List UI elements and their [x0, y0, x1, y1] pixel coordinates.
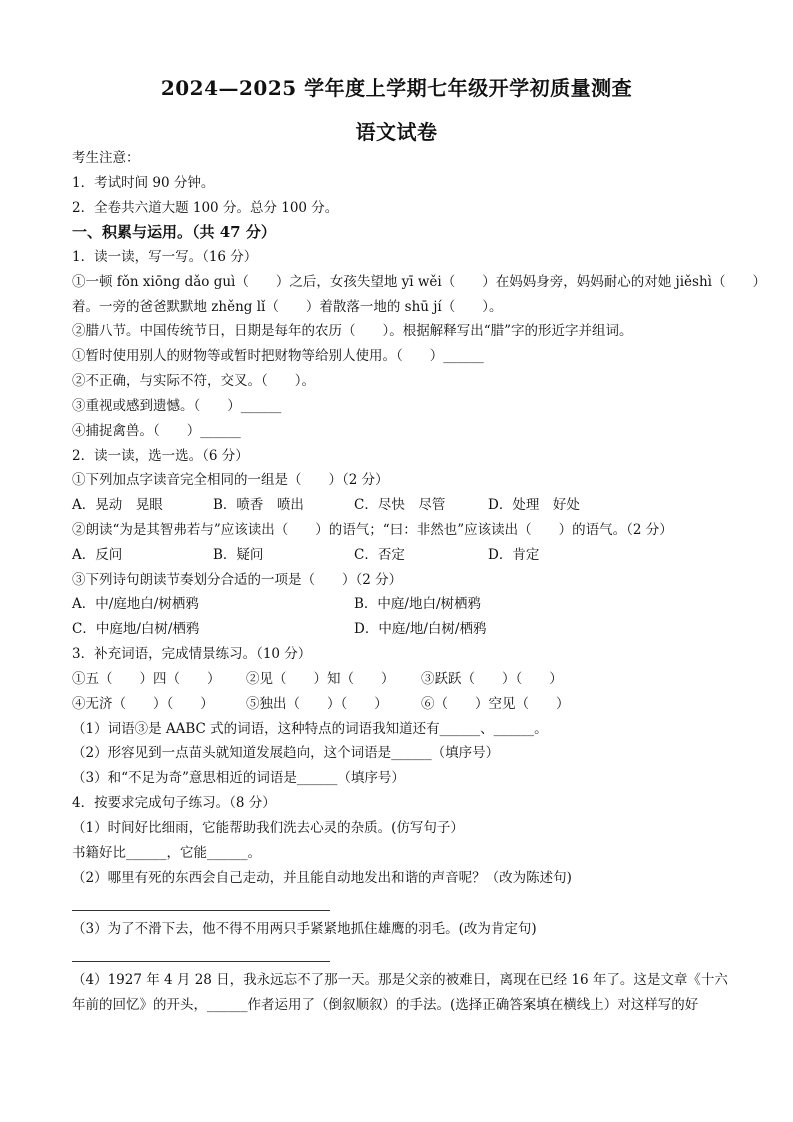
question-text: 书籍好比______，它能______。: [72, 845, 261, 861]
question-text: ②朗读“为是其智弗若与”应该读出（ ）的语气；“曰：非然也”应该读出（ ）的语气。（2 分）: [72, 522, 673, 538]
question-text: ③重视或感到遗憾。（ ）______: [72, 398, 282, 414]
option-c: C．尽快 尽管: [354, 497, 446, 513]
question-text: ①暂时使用别人的财物等或暂时把财物等给别人使用。（ ）______: [72, 348, 484, 364]
question-text: （3）和“不足为奇”意思相近的词语是______（填序号）: [72, 770, 405, 786]
notice-heading: 考生注意：: [72, 150, 140, 166]
option-b: B．喷香 喷出: [213, 497, 304, 513]
word-blank: ⑤独出（ ）（ ）: [246, 696, 388, 712]
question-text: （2）哪里有死的东西会自己走动，并且能自动地发出和谐的声音呢？（改为陈述句): [72, 870, 572, 886]
option-b: B．疑问: [213, 547, 264, 563]
option-c: C．否定: [354, 547, 405, 563]
answer-line: [72, 910, 330, 911]
question-text: （1）时间好比细雨，它能帮助我们洗去心灵的杂质。(仿写句子）: [72, 820, 464, 836]
question-stem: 3．补充词语，完成情景练习。（10 分）: [72, 646, 312, 662]
option-d: D．肯定: [488, 547, 540, 563]
question-text: ②不正确，与实际不符，交叉。（ ）。: [72, 373, 315, 389]
word-blank: ⑥（ ）空见（ ）: [421, 696, 570, 712]
word-blank: ③跃跃（ ）（ ）: [421, 671, 563, 687]
question-text: ②腊八节。中国传统节日，日期是每年的农历（ ）。根据解释写出“腊”字的形近字并组词。: [72, 323, 633, 339]
question-text: （2）形容见到一点苗头就知道发展趋向，这个词语是______（填序号）: [72, 745, 500, 761]
exam-subtitle: 语文试卷: [355, 120, 438, 144]
notice-item: 1．考试时间 90 分钟。: [72, 175, 215, 191]
question-text: ④捕捉禽兽。（ ）______: [72, 423, 241, 439]
question-text: 年前的回忆》的开头，______作者运用了（倒叙顺叙）的手法。(选择正确答案填在横线上）对这样写的好: [72, 997, 699, 1013]
option-d: D．中庭/地/白树/栖鸦: [354, 621, 487, 637]
question-text: ①下列加点字读音完全相同的一组是（ ）（2 分）: [72, 472, 389, 488]
question-text: （4）1927 年 4 月 28 日，我永远忘不了那一天。那是父亲的被难日，离现在已经 16 年了。这是文章《十六: [72, 972, 728, 988]
question-text: 着。一旁的爸爸默默地 zhěng lǐ（ ）着散落一地的 shū jí（ ）。: [72, 299, 503, 315]
word-blank: ④无济（ ）（ ）: [72, 696, 214, 712]
word-blank: ②见（ ）知（ ）: [246, 671, 395, 687]
question-text: （3）为了不滑下去，他不得不用两只手紧紧地抓住雄鹰的羽毛。(改为肯定句): [72, 921, 537, 937]
question-text: （1）词语③是 AABC 式的词语，这种特点的词语我知道还有______、______。: [72, 721, 548, 737]
question-text: ①一顿 fǒn xiōng dǎo guì（ ）之后，女孩失望地 yī wěi（ ）在妈妈身旁，妈妈耐心的对她 jiěshì（ ）: [72, 274, 766, 290]
question-stem: 2．读一读，选一选。（6 分）: [72, 448, 249, 464]
notice-item: 2．全卷共六道大题 100 分。总分 100 分。: [72, 200, 339, 216]
question-stem: 1．读一读，写一写。（16 分）: [72, 249, 258, 265]
answer-line: [72, 961, 330, 962]
exam-title: 2024—2025 学年度上学期七年级开学初质量测查: [160, 76, 633, 100]
option-a: A．中/庭地白/树栖鸦: [72, 596, 199, 612]
question-stem: 4．按要求完成句子练习。（8 分）: [72, 795, 276, 811]
option-a: A．晃动 晃眼: [72, 497, 163, 513]
option-a: A．反问: [72, 547, 123, 563]
option-c: C．中庭地/白树/栖鸦: [72, 621, 200, 637]
option-b: B．中庭/地白/树栖鸦: [354, 596, 482, 612]
question-text: ③下列诗句朗读节奏划分合适的一项是（ ）（2 分）: [72, 572, 403, 588]
section-heading: 一、积累与运用。（共 47 分）: [72, 223, 276, 241]
option-d: D．处理 好处: [488, 497, 580, 513]
word-blank: ①五（ ）四（ ）: [72, 671, 221, 687]
